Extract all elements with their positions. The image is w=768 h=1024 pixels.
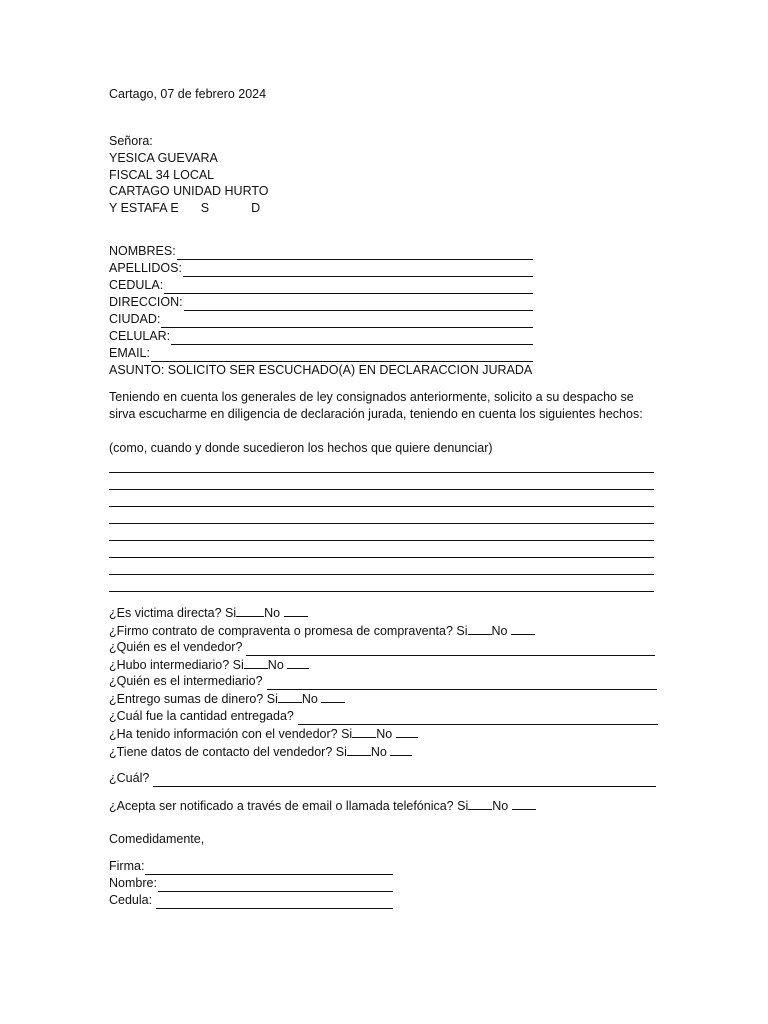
recipient-line4-a: Y ESTAFA E — [109, 201, 179, 215]
recipient-line4-c: D — [251, 201, 261, 215]
closing-text: Comedidamente, — [109, 832, 205, 846]
question-dinero — [109, 690, 345, 707]
narrative-line[interactable] — [109, 472, 654, 473]
signature-firma-line[interactable] — [145, 861, 393, 875]
narrative-line[interactable] — [109, 591, 654, 592]
answer-si-blank[interactable] — [468, 622, 492, 635]
answer-line[interactable] — [267, 676, 657, 690]
question-victima — [109, 604, 308, 621]
question-cantidad-text: ¿Cuál fue la cantidad entregada? — [109, 709, 294, 723]
field-ciudad[interactable] — [109, 311, 533, 328]
field-direccion-label: DIRECCION: — [109, 295, 183, 309]
field-nombres-line[interactable] — [177, 246, 533, 260]
question-vendedor-text: ¿Quién es el vendedor? — [109, 640, 243, 654]
asunto: ASUNTO: SOLICITO SER ESCUCHADO(A) EN DECLARACCION JURADA — [109, 363, 533, 377]
signature-cedula[interactable] — [109, 892, 393, 909]
question-intermediario-no: No — [267, 658, 284, 672]
question-quien-intermediario-text: ¿Quién es el intermediario? — [109, 674, 263, 688]
field-ciudad-label: CIUDAD: — [109, 312, 161, 326]
question-quien-intermediario[interactable] — [109, 673, 657, 690]
question-dinero-no: No — [301, 692, 318, 706]
signature-nombre-label: Nombre: — [109, 876, 157, 890]
answer-line[interactable] — [153, 773, 656, 787]
field-apellidos-label: APELLIDOS: — [109, 261, 182, 275]
question-dinero-text: ¿Entrego sumas de dinero? Si — [109, 692, 278, 706]
field-nombres[interactable] — [109, 243, 533, 260]
recipient-unit: CARTAGO UNIDAD HURTO — [109, 184, 269, 198]
field-apellidos[interactable] — [109, 260, 533, 277]
answer-no-blank[interactable] — [511, 622, 535, 635]
field-nombres-label: NOMBRES: — [109, 244, 176, 258]
question-victima-no: No — [264, 606, 281, 620]
body-instruction: (como, cuando y donde sucedieron los hechos que quiere denunciar) — [109, 441, 493, 455]
question-cual[interactable] — [109, 770, 656, 787]
question-informacion-no: No — [376, 727, 393, 741]
question-contrato-no: No — [491, 624, 508, 638]
body-paragraph: Teniendo en cuenta los generales de ley consignados anteriormente, solicito a su despacho se sirva escucharme en diligencia de declaración jurada, teniendo en cuenta los siguientes hechos: — [109, 390, 643, 421]
field-email-line[interactable] — [151, 348, 533, 362]
answer-si-blank[interactable] — [347, 743, 371, 756]
field-celular-line[interactable] — [171, 331, 533, 345]
field-apellidos-line[interactable] — [183, 263, 533, 277]
recipient-unit-line2 — [109, 200, 260, 217]
field-email-label: EMAIL: — [109, 346, 150, 360]
answer-si-blank[interactable] — [244, 656, 268, 669]
signature-nombre[interactable] — [109, 875, 393, 892]
answer-si-blank[interactable] — [236, 604, 264, 617]
question-notificado-no: No — [492, 799, 509, 813]
question-vendedor[interactable] — [109, 639, 655, 656]
question-intermediario-text: ¿Hubo intermediario? Si — [109, 658, 244, 672]
question-informacion — [109, 725, 418, 742]
signature-cedula-line[interactable] — [156, 895, 393, 909]
field-direccion[interactable] — [109, 294, 533, 311]
narrative-line[interactable] — [109, 523, 654, 524]
answer-no-blank[interactable] — [284, 604, 308, 617]
answer-no-blank[interactable] — [390, 743, 412, 756]
answer-no-blank[interactable] — [287, 656, 309, 669]
narrative-line[interactable] — [109, 540, 654, 541]
recipient-title: FISCAL 34 LOCAL — [109, 168, 215, 182]
question-contacto-text: ¿Tiene datos de contacto del vendedor? Si — [109, 745, 347, 759]
signature-firma-label: Firma: — [109, 859, 145, 873]
question-informacion-text: ¿Ha tenido información con el vendedor? Si — [109, 727, 353, 741]
recipient-salutation: Señora: — [109, 134, 153, 148]
question-notificado-text: ¿Acepta ser notificado a través de email o llamada telefónica? Si — [109, 799, 469, 813]
answer-si-blank[interactable] — [468, 797, 492, 810]
field-email[interactable] — [109, 345, 533, 362]
recipient-line4-b: S — [200, 201, 210, 215]
question-victima-text: ¿Es victima directa? Si — [109, 606, 237, 620]
signature-cedula-label: Cedula: — [109, 893, 153, 907]
field-direccion-line[interactable] — [184, 297, 533, 311]
answer-line[interactable] — [298, 711, 658, 725]
question-contacto-no: No — [370, 745, 387, 759]
field-cedula[interactable] — [109, 277, 533, 294]
field-cedula-label: CEDULA: — [109, 278, 164, 292]
signature-firma[interactable] — [109, 858, 393, 875]
answer-si-blank[interactable] — [278, 690, 302, 703]
answer-no-blank[interactable] — [512, 797, 536, 810]
field-ciudad-line[interactable] — [161, 314, 533, 328]
narrative-line[interactable] — [109, 557, 654, 558]
answer-line[interactable] — [246, 642, 655, 656]
recipient-name: YESICA GUEVARA — [109, 151, 218, 165]
question-notificado — [109, 797, 536, 814]
answer-no-blank[interactable] — [396, 725, 418, 738]
place-date: Cartago, 07 de febrero 2024 — [109, 87, 267, 101]
question-contrato — [109, 622, 535, 639]
narrative-line[interactable] — [109, 489, 654, 490]
narrative-line[interactable] — [109, 506, 654, 507]
answer-no-blank[interactable] — [321, 690, 345, 703]
field-celular-label: CELULAR: — [109, 329, 171, 343]
question-contacto — [109, 743, 412, 760]
signature-nombre-line[interactable] — [158, 878, 393, 892]
narrative-line[interactable] — [109, 574, 654, 575]
question-intermediario — [109, 656, 309, 673]
field-celular[interactable] — [109, 328, 533, 345]
question-contrato-text: ¿Firmo contrato de compraventa o promesa de compraventa? Si — [109, 624, 468, 638]
answer-si-blank[interactable] — [352, 725, 376, 738]
question-cantidad[interactable] — [109, 708, 658, 725]
question-cual-text: ¿Cuál? — [109, 771, 150, 785]
field-cedula-line[interactable] — [164, 280, 533, 294]
